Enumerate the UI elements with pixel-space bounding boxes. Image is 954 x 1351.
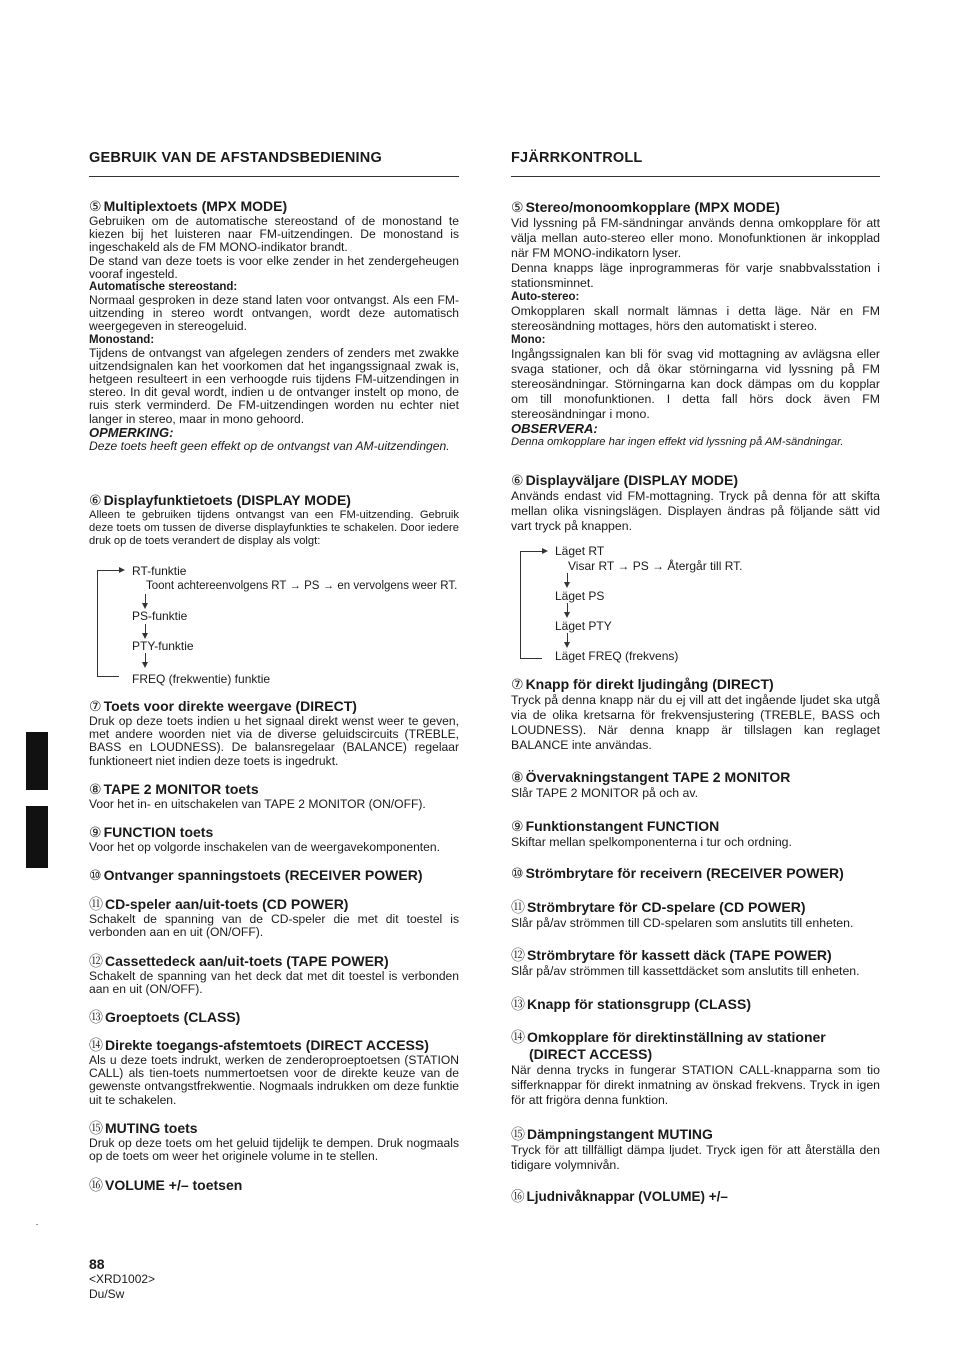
right-display-flow <box>511 541 880 666</box>
paragraph: Tryck för att tillfälligt dämpa ljudet. Tryck igen för att återställa den tidigare volymnivån. <box>511 1143 880 1172</box>
flow-step: Läget FREQ (frekvens) <box>555 649 679 663</box>
paragraph: Gebruiken om de automatische stereostand of de monostand te kiezen bij het luisteren naar FM-uitzendingen. De monostand is ingeschakeld als de FM MONO-indikator brandt. <box>89 214 459 255</box>
section-title: ⑫ Strömbrytare för kassett däck (TAPE POWER) <box>511 947 832 963</box>
section-title: ⑧ Övervakningstangent TAPE 2 MONITOR <box>511 769 791 785</box>
right-section-12 <box>511 947 880 979</box>
section-title: ⑮ Dämpningstangent MUTING <box>511 1126 713 1142</box>
flow-step: FREQ (frekwentie) funktie <box>132 672 271 686</box>
paragraph: De stand van deze toets is voor elke zender in het zendergeheugen vooraf ingesteld. <box>89 253 459 281</box>
paragraph: Voor het op volgorde inschakelen van de weergavekomponenten. <box>89 840 440 854</box>
paragraph: Normaal gesproken in deze stand laten voor ontvangst. Als een FM-uitzending in stereo wordt ontvangen, wordt deze automatisch weergegeven in stereogeluid. <box>89 293 459 334</box>
right-section-11 <box>511 899 880 931</box>
section-title: ⑭ Omkopplare för direktinställning av stationer (DIRECT ACCESS) <box>511 1029 826 1062</box>
right-section-10 <box>511 865 880 882</box>
paragraph: Denna knapps läge inprogrammeras för varje snabbvalsstation i stationsminnet. <box>511 261 880 290</box>
right-section-6 <box>511 472 880 534</box>
section-title: ⑩ Ontvanger spanningstoets (RECEIVER POWER) <box>89 867 423 883</box>
paragraph: Används endast vid FM-mottagning. Tryck på denna för att skifta mellan olika visningslägen. Displayen ändras på följande sätt vid vart tryck på knappen. <box>511 489 880 533</box>
right-section-9 <box>511 818 880 850</box>
right-section-14 <box>511 1029 880 1108</box>
right-section-5 <box>511 199 880 449</box>
left-section-6 <box>89 492 459 549</box>
left-section-10 <box>89 867 459 884</box>
subheading: Automatische stereostand: <box>89 281 238 294</box>
section-title: ⑥ Displayfunktietoets (DISPLAY MODE) <box>89 492 351 508</box>
paragraph: Alleen te gebruiken tijdens ontvangst van een FM-uitzending. Gebruik deze toets om tussen de diverse displayfunkties te schakelen. Door iedere druk op de toets verandert de display als volgt: <box>89 509 459 548</box>
left-header: GEBRUIK VAN DE AFSTANDSBEDIENING <box>89 150 459 177</box>
right-header: FJÄRRKONTROLL <box>511 150 880 177</box>
section-title: ⑨ FUNCTION toets <box>89 824 214 840</box>
paragraph: Omkopplaren skall normalt lämnas i detta läge. När en FM stereosändning mottages, hörs den automatiskt i stereo. <box>511 304 880 333</box>
flow-step: Läget RT <box>555 544 605 558</box>
paragraph: Tijdens de ontvangst van afgelegen zenders of zenders met zwakke uitzendsignalen kan het voorkomen dat het ingangssignaal zwak is, hetgeen resulteert in een verhoogde ruis tijdens FM-uitzendingen in stereo. In dit geval wordt, indien u de ontvanger instelt op mono, de ruis sterk verminderd. De FM-uitzendingen worden nu echter niet langer in stereo, maar in mono gehoord. <box>89 345 459 426</box>
paragraph: Slår på/av strömmen till kassettdäcket som anslutits till enheten. <box>511 964 860 978</box>
paragraph: Schakelt de spanning van het deck dat met dit toestel is verbonden aan en uit (ON/OFF). <box>89 969 459 997</box>
right-section-7 <box>511 676 880 753</box>
left-section-15 <box>89 1120 459 1163</box>
section-title: ⑩ Strömbrytare för receivern (RECEIVER POWER) <box>511 865 844 881</box>
left-section-13 <box>89 1009 459 1026</box>
language-code: Du/Sw <box>89 1287 125 1301</box>
paragraph: Slår TAPE 2 MONITOR på och av. <box>511 786 699 800</box>
paragraph: Slår på/av strömmen till CD-spelaren som anslutits till enheten. <box>511 916 854 930</box>
flow-step: Läget PTY <box>555 619 612 633</box>
section-title: ⑧ TAPE 2 MONITOR toets <box>89 781 259 797</box>
paragraph: Skiftar mellan spelkomponenterna i tur och ordning. <box>511 835 792 849</box>
paragraph: Druk op deze toets om het geluid tijdelijk te dempen. Druk nogmaals op de toets om weer het originele volume in te stellen. <box>89 1136 459 1164</box>
section-title: ⑬ Groeptoets (CLASS) <box>89 1009 241 1025</box>
flow-step: PTY-funktie <box>132 639 194 653</box>
left-section-16 <box>89 1177 459 1194</box>
right-section-16 <box>511 1188 880 1205</box>
section-title: ⑪ CD-speler aan/uit-toets (CD POWER) <box>89 896 349 912</box>
flow-step-desc: Toont achtereenvolgens RT → PS → en vervolgens weer RT. <box>146 580 458 592</box>
section-title: ⑫ Cassettedeck aan/uit-toets (TAPE POWER) <box>89 953 389 969</box>
section-title: ⑬ Knapp för stationsgrupp (CLASS) <box>511 996 751 1012</box>
left-section-12 <box>89 953 459 996</box>
paragraph: Als u deze toets indrukt, werken de zenderoproeptoetsen (STATION CALL) als tien-toets nummertoetsen voor de direkte keuze van de gewenste ontvangstfrekwentie. Nogmaals indrukken om deze funktie uit te schakelen. <box>89 1053 459 1107</box>
arrow-right-icon <box>119 567 125 573</box>
section-title: ⑯ Ljudnivåknappar (VOLUME) +/– <box>511 1189 728 1204</box>
subheading: Monostand: <box>89 333 155 346</box>
right-section-8 <box>511 769 880 801</box>
section-title: ⑨ Funktionstangent FUNCTION <box>511 818 720 834</box>
note-heading: OBSERVERA: <box>511 421 598 436</box>
right-section-15 <box>511 1126 880 1173</box>
paragraph: Druk op deze toets indien u het signaal direkt wenst weer te geven, met andere woorden niet via de diverse geluidscircuits (TREBLE, BASS en LOUDNESS). De balansregelaar (BALANCE) regelaar funktioneert niet indien deze toets is ingedrukt. <box>89 714 459 768</box>
note-heading: OPMERKING: <box>89 424 174 440</box>
left-section-11 <box>89 896 459 939</box>
section-title: ⑭ Direkte toegangs-afstemtoets (DIRECT ACCESS) <box>89 1037 429 1053</box>
left-section-9 <box>89 824 459 854</box>
side-tab-marker <box>26 806 48 868</box>
left-display-flow <box>89 560 459 690</box>
arrow-right-icon <box>542 548 548 554</box>
section-title: ⑤ Stereo/monoomkopplare (MPX MODE) <box>511 199 780 215</box>
model-code: <XRD1002> <box>89 1272 156 1286</box>
left-section-8 <box>89 781 459 811</box>
section-title: ⑦ Toets voor direkte weergave (DIRECT) <box>89 698 357 714</box>
paragraph: Voor het in- en uitschakelen van TAPE 2 MONITOR (ON/OFF). <box>89 797 426 811</box>
paragraph: Tryck på denna knapp när du ej vill att det ingående ljudet ska utgå via de olika kretsarna för frekvensjustering (TREBLE, BASS och LOUDNESS). När denna knapp är tillslagen kan reglaget BALANCE inte användas. <box>511 693 880 752</box>
paragraph: Vid lyssning på FM-sändningar används denna omkopplare för att välja mellan auto-stereo eller mono. Monofunktionen är inkopplad när FM MONO-indikatorn lyser. <box>511 216 880 260</box>
section-title: ⑪ Strömbrytare för CD-spelare (CD POWER) <box>511 899 806 915</box>
section-title: ⑯ VOLUME +/– toetsen <box>89 1177 243 1193</box>
note-text: Deze toets heeft geen effekt op de ontvangst van AM-uitzendingen. <box>89 438 450 453</box>
right-section-13 <box>511 996 880 1013</box>
side-tab-marker <box>26 732 48 790</box>
section-title: ⑦ Knapp för direkt ljudingång (DIRECT) <box>511 676 774 692</box>
subheading: Mono: <box>511 334 546 346</box>
scan-speck <box>36 1224 38 1225</box>
flow-step: Läget PS <box>555 589 605 603</box>
flow-step: PS-funktie <box>132 609 188 623</box>
flow-step: RT-funktie <box>132 564 187 578</box>
left-section-7 <box>89 698 459 768</box>
page-number: 88 <box>89 1256 105 1272</box>
paragraph: När denna trycks in fungerar STATION CALL-knapparna som tio sifferknappar för direkt inmatning av önskad frekvens. Tryck in igen för att frigöra denna funktion. <box>511 1063 880 1107</box>
note-text: Denna omkopplare har ingen effekt vid lyssning på AM-sändningar. <box>511 436 844 448</box>
paragraph: Schakelt de spanning van de CD-speler die met dit toestel is verbonden aan en uit (ON/OFF). <box>89 912 459 940</box>
section-title: ⑮ MUTING toets <box>89 1120 198 1136</box>
paragraph: Ingångssignalen kan bli för svag vid mottagning av avlägsna eller svaga stationer, och då ökar störningarna vid lyssning på FM stereosändningar. Störningarna kan dock dämpas om du kopplar om till monofunktionen. I detta fall hörs dock även FM stereosändningar i mono. <box>511 347 880 421</box>
section-title: ⑤ Multiplextoets (MPX MODE) <box>89 198 288 214</box>
section-title: ⑥ Displayväljare (DISPLAY MODE) <box>511 472 738 488</box>
page-footer <box>89 1256 155 1302</box>
left-section-14 <box>89 1037 459 1107</box>
subheading: Auto-stereo: <box>511 291 580 303</box>
flow-step-desc: Visar RT → PS → Återgår till RT. <box>568 559 743 573</box>
left-section-5 <box>89 198 459 453</box>
